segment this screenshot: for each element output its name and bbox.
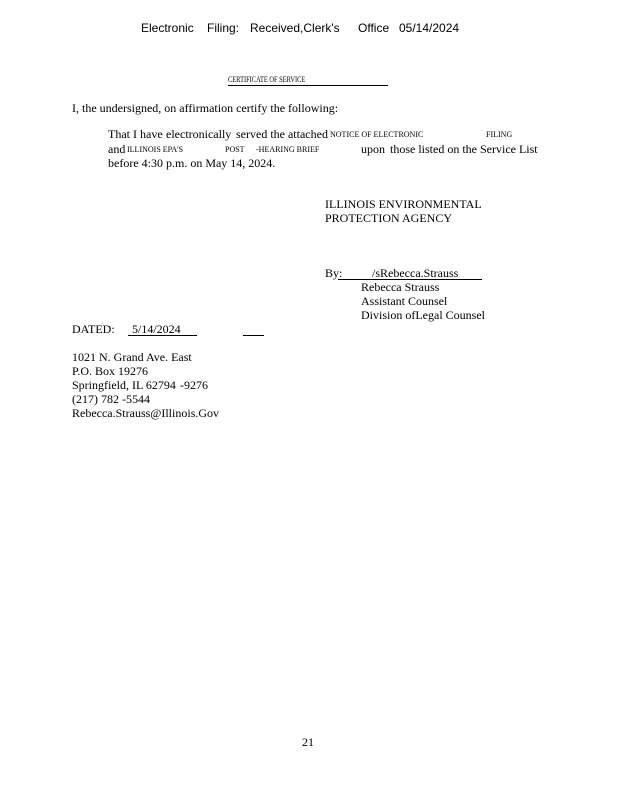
agency-name: ILLINOIS ENVIRONMENTAL <box>325 197 482 211</box>
body-text: before 4:30 p.m. on May 14, 2024. <box>108 156 276 170</box>
signature-by-label: By: <box>325 266 343 280</box>
address-po-box: P.O. Box 19276 <box>72 364 149 378</box>
document-title: -HEARING BRIEF <box>256 145 320 154</box>
address-phone: (217) 782 <box>72 392 119 406</box>
body-text: those listed on the Service List <box>390 142 538 156</box>
address-street: 1021 N. Grand Ave. East <box>72 350 192 364</box>
agency-name: PROTECTION AGENCY <box>325 211 453 225</box>
document-title: FILING <box>486 130 513 139</box>
dated-underline <box>128 335 197 336</box>
stamp-office: Office <box>358 21 390 35</box>
dated-label: DATED: <box>72 322 115 336</box>
body-text: and <box>108 142 126 156</box>
address-city: Springfield, IL 62794 <box>72 378 176 392</box>
page-number: 21 <box>302 735 314 749</box>
dated-underline-extra <box>243 335 264 336</box>
signer-name: Rebecca Strauss <box>361 280 440 294</box>
stamp-received: Received,Clerk's <box>250 21 340 35</box>
address-zip-ext: -9276 <box>180 378 208 392</box>
body-text: electronically <box>166 127 232 141</box>
document-title: NOTICE OF ELECTRONIC <box>330 130 424 139</box>
body-text: That I have <box>108 127 163 141</box>
heading-underline <box>228 85 388 86</box>
stamp-filing: Filing: <box>207 21 240 35</box>
body-text: upon <box>361 142 385 156</box>
address-email: Rebecca.Strauss@Illinois.Gov <box>72 406 220 420</box>
document-title: ILLINOIS EPA'S <box>127 145 184 154</box>
stamp-date: 05/14/2024 <box>399 21 460 35</box>
address-phone-ext: -5544 <box>122 392 150 406</box>
signer-division: Division ofLegal Counsel <box>361 308 485 322</box>
signer-title: Assistant Counsel <box>361 294 448 308</box>
signature-line: /sRebecca.Strauss <box>372 266 459 280</box>
intro-statement: I, the undersigned, on affirmation certify the following: <box>72 101 339 115</box>
body-text: served the attached <box>236 127 328 141</box>
stamp-electronic: Electronic <box>141 21 194 35</box>
certificate-heading: CERTIFICATE OF SERVICE <box>228 75 306 84</box>
dated-value: 5/14/2024 <box>132 322 181 336</box>
document-title: POST <box>225 145 245 154</box>
